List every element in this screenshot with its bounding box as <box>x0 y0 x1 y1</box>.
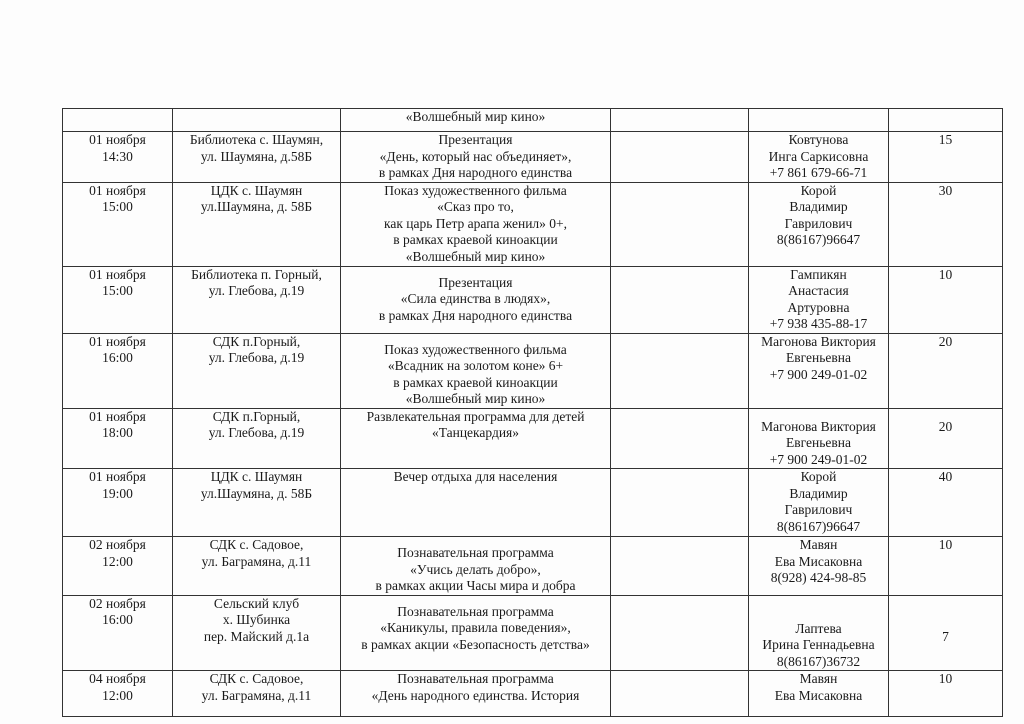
cell-place: Библиотека с. Шаумян, ул. Шаумяна, д.58Б <box>173 132 341 183</box>
cell-count: 40 <box>889 469 1003 537</box>
cell-event: Познавательная программа «День народного единства. История <box>341 671 611 717</box>
cell-note <box>611 182 749 266</box>
cell-event: «Волшебный мир кино» <box>341 109 611 132</box>
cell-date: 04 ноября 12:00 <box>63 671 173 717</box>
cell-note <box>611 469 749 537</box>
cell-contact: Мавян Ева Мисаковна 8(928) 424-98-85 <box>749 537 889 596</box>
table-row <box>63 469 1003 537</box>
cell-place: Библиотека п. Горный, ул. Глебова, д.19 <box>173 266 341 333</box>
cell-date: 02 ноября 12:00 <box>63 537 173 596</box>
table-row <box>63 333 1003 408</box>
cell-date: 01 ноября 15:00 <box>63 182 173 266</box>
cell-note <box>611 595 749 671</box>
cell-event: Презентация «Сила единства в людях», в рамках Дня народного единства <box>341 266 611 333</box>
cell-contact: Лаптева Ирина Геннадьевна 8(86167)36732 <box>749 595 889 671</box>
cell-place: СДК п.Горный, ул. Глебова, д.19 <box>173 333 341 408</box>
cell-place: ЦДК с. Шаумян ул.Шаумяна, д. 58Б <box>173 182 341 266</box>
cell-contact: Гампикян Анастасия Артуровна +7 938 435-88-17 <box>749 266 889 333</box>
table-row <box>63 671 1003 717</box>
cell-event: Познавательная программа «Учись делать добро», в рамках акции Часы мира и добра <box>341 537 611 596</box>
cell-place <box>173 109 341 132</box>
cell-event: Развлекательная программа для детей «Танцекардия» <box>341 408 611 469</box>
cell-contact: Магонова Виктория Евгеньевна +7 900 249-01-02 <box>749 333 889 408</box>
cell-place: ЦДК с. Шаумян ул.Шаумяна, д. 58Б <box>173 469 341 537</box>
cell-contact: Корой Владимир Гаврилович 8(86167)96647 <box>749 182 889 266</box>
cell-note <box>611 109 749 132</box>
cell-contact: Мавян Ева Мисаковна <box>749 671 889 717</box>
table-row <box>63 537 1003 596</box>
cell-contact <box>749 109 889 132</box>
cell-count <box>889 109 1003 132</box>
cell-date: 01 ноября 18:00 <box>63 408 173 469</box>
cell-count: 15 <box>889 132 1003 183</box>
cell-event: Презентация «День, который нас объединяет», в рамках Дня народного единства <box>341 132 611 183</box>
cell-place: СДК с. Садовое, ул. Баграмяна, д.11 <box>173 671 341 717</box>
cell-count: 7 <box>889 595 1003 671</box>
table-row <box>63 595 1003 671</box>
table-row <box>63 132 1003 183</box>
cell-date: 01 ноября 16:00 <box>63 333 173 408</box>
table-row <box>63 408 1003 469</box>
cell-note <box>611 132 749 183</box>
cell-date: 01 ноября 14:30 <box>63 132 173 183</box>
cell-date: 02 ноября 16:00 <box>63 595 173 671</box>
cell-note <box>611 537 749 596</box>
cell-date: 01 ноября 15:00 <box>63 266 173 333</box>
table-row <box>63 182 1003 266</box>
cell-count: 10 <box>889 671 1003 717</box>
cell-count: 30 <box>889 182 1003 266</box>
cell-place: Сельский клуб х. Шубинка пер. Майский д.1а <box>173 595 341 671</box>
cell-note <box>611 408 749 469</box>
cell-note <box>611 333 749 408</box>
cell-count: 20 <box>889 333 1003 408</box>
events-table <box>62 108 1003 717</box>
cell-count: 10 <box>889 537 1003 596</box>
cell-contact: Ковтунова Инга Саркисовна +7 861 679-66-71 <box>749 132 889 183</box>
cell-event: Показ художественного фильма «Всадник на золотом коне» 6+ в рамках краевой киноакции «Волшебный мир кино» <box>341 333 611 408</box>
table-row <box>63 109 1003 132</box>
cell-place: СДК п.Горный, ул. Глебова, д.19 <box>173 408 341 469</box>
cell-note <box>611 671 749 717</box>
table-row <box>63 266 1003 333</box>
cell-date <box>63 109 173 132</box>
cell-event: Показ художественного фильма «Сказ про то, как царь Петр арапа женил» 0+, в рамках краевой киноакции «Волшебный мир кино» <box>341 182 611 266</box>
cell-event: Познавательная программа «Каникулы, правила поведения», в рамках акции «Безопасность детства» <box>341 595 611 671</box>
cell-note <box>611 266 749 333</box>
cell-contact: Магонова Виктория Евгеньевна +7 900 249-01-02 <box>749 408 889 469</box>
cell-place: СДК с. Садовое, ул. Баграмяна, д.11 <box>173 537 341 596</box>
cell-contact: Корой Владимир Гаврилович 8(86167)96647 <box>749 469 889 537</box>
cell-count: 10 <box>889 266 1003 333</box>
cell-date: 01 ноября 19:00 <box>63 469 173 537</box>
cell-event: Вечер отдыха для населения <box>341 469 611 537</box>
cell-count: 20 <box>889 408 1003 469</box>
